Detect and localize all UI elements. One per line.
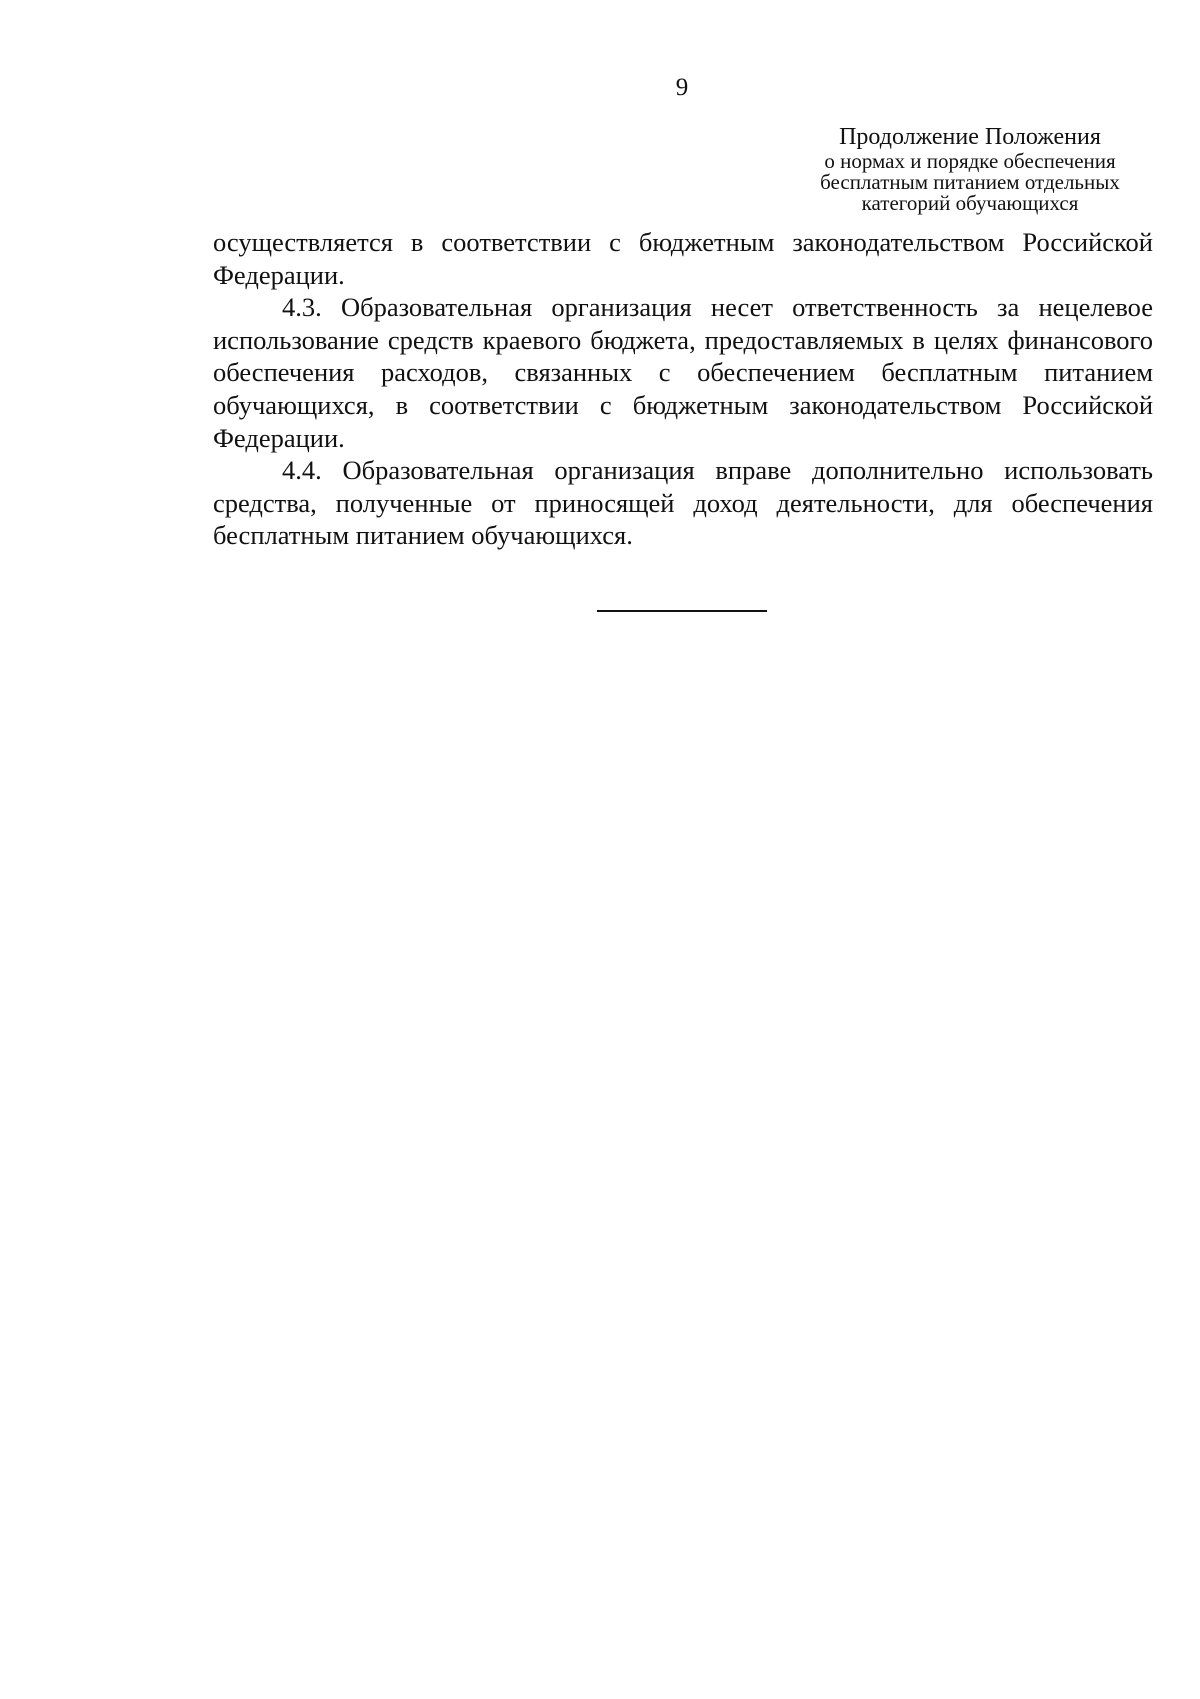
header-title: Продолжение Положения: [839, 124, 1101, 150]
paragraph-4-3: 4.3. Образовательная организация несет ответственность за нецелевое использование средств краевого бюджета, предоставляемых в целях финансового обеспечения расходов, связанных с обеспечением бесплатным питанием обучающихся, в соответствии с бюджетным законодательством Российской Федерации.: [213, 292, 1153, 453]
continuation-paragraph: осуществляется в соответствии с бюджетным законодательством Российской Федерации.: [213, 227, 1153, 290]
header-line-2: бесплатным питанием отдельных: [820, 170, 1120, 194]
header-line-1: о нормах и порядке обеспечения: [824, 149, 1116, 173]
document-body: [213, 226, 1153, 552]
page-number: 9: [675, 74, 689, 101]
paragraph-4-4: 4.4. Образовательная организация вправе дополнительно использовать средства, полученные от приносящей доход деятельности, для обеспечения бесплатным питанием обучающихся.: [213, 455, 1153, 551]
header-line-3: категорий обучающихся: [861, 191, 1079, 215]
document-header: [760, 123, 1180, 214]
end-of-document-rule: [597, 610, 767, 612]
